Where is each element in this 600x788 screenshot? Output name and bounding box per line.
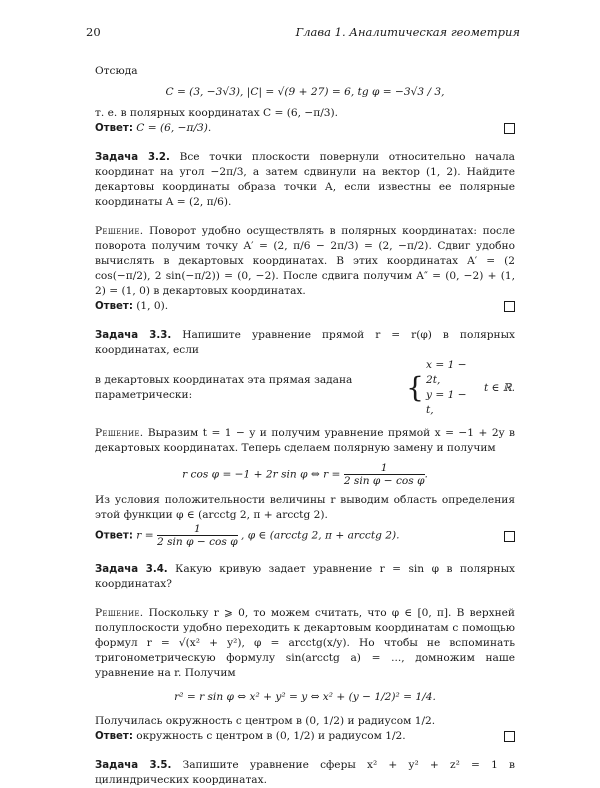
equation-circle: r² = r sin φ ⇔ x² + y² = y ⇔ x² + (y − 1/2)² = 1/4.: [174, 691, 436, 703]
solution-text: Поворот удобно осуществлять в полярных координатах: после поворота получим точку A′ = (2, π/6 − 2π/3) = (2, −π/2). Сдвиг удобно вычислять в декартовых координатах. В этих координатах A′ = (2 cos(−π/2), 2 sin(−π/2)) = (0, −2). После сдвига получим A″ = (0, −2) + (1, 2) = (1, 0) в декартовых координатах.: [95, 225, 515, 297]
domain-text: Из условия положительности величины r выводим область определения этой функции φ ∈ (arcctg 2, π + arcctg 2).: [95, 494, 515, 521]
fraction-numerator: 1: [344, 462, 425, 475]
task-label: Задача 3.3.: [95, 330, 172, 341]
solution-3-4: [95, 606, 515, 681]
parametric-system: [406, 358, 515, 418]
page-content: [95, 64, 515, 788]
fraction: [157, 523, 238, 548]
equation-end: .: [424, 468, 428, 481]
answer-label: Ответ:: [95, 123, 133, 134]
answer-value: (1, 0).: [136, 300, 169, 312]
system-line-1: x = 1 − 2t,: [426, 359, 467, 386]
qed-square-icon: [504, 301, 515, 312]
task-label: Задача 3.5.: [95, 760, 172, 771]
answer-label: Ответ:: [95, 301, 133, 312]
task-text-cont: в декартовых координатах эта прямая задана параметрически:: [95, 374, 353, 401]
intro-text: Отсюда: [95, 65, 138, 77]
task-text: Какую кривую задает уравнение r = sin φ в полярных координатах?: [95, 563, 516, 590]
task-3-3: [95, 328, 515, 358]
task-3-5: [95, 758, 515, 788]
fraction-denominator: 2 sin φ − cos φ: [156, 536, 238, 548]
page-header: [86, 25, 520, 41]
task-3-4: [95, 562, 515, 592]
qed-square-icon: [504, 531, 515, 542]
answer-line: [95, 299, 515, 314]
equation-left: r cos φ = −1 + 2r sin φ ⇔ r =: [182, 468, 341, 481]
answer-line: [95, 729, 515, 744]
fraction-denominator: 2 sin φ − cos φ: [343, 475, 425, 487]
task-text: Напишите уравнение прямой r = r(φ) в полярных координатах, если: [95, 329, 515, 356]
running-title: Глава 1. Аналитическая геометрия: [295, 25, 520, 39]
qed-square-icon: [504, 123, 515, 134]
solution-text: Поскольку r ⩾ 0, то можем считать, что φ ∈ [0, π]. В верхней полуплоскости удобно переходить к декартовым координатам с помощью формул r = √(x² + y²), φ = arcctg(x/y). Но чтобы не вспоминать тригонометрическую формулу sin(arcctg a) = ..., домножим наше уравнение на r. Получим: [95, 607, 515, 679]
solution-3-2: [95, 224, 515, 299]
parametric-line: [95, 358, 515, 418]
solution-label: Решение.: [95, 607, 144, 619]
answer-value: окружность с центром в (0, 1/2) и радиусом 1/2.: [136, 730, 406, 742]
task-label: Задача 3.2.: [95, 152, 170, 163]
answer-value: C = (6, −π/3).: [136, 122, 212, 134]
fraction-numerator: 1: [157, 523, 238, 536]
answer-pre: r =: [136, 529, 154, 542]
answer-line: [95, 121, 515, 136]
fraction: [344, 462, 425, 487]
solution-label: Решение.: [95, 427, 144, 439]
equation-c: C = (3, −3√3), |C| = √(9 + 27) = 6, tg φ = −3√3 / 3,: [165, 86, 445, 98]
solution-3-3: [95, 426, 515, 456]
answer-line: [95, 523, 515, 548]
solution-text: Выразим t = 1 − y и получим уравнение прямой x = −1 + 2y в декартовых координатах. Теперь сделаем полярную замену и получим: [95, 427, 515, 454]
left-brace-icon: {: [406, 371, 424, 404]
system-line-2: y = 1 − t,: [426, 389, 467, 416]
task-label: Задача 3.4.: [95, 564, 168, 575]
answer-label: Ответ:: [95, 530, 133, 542]
result-text: Получилась окружность с центром в (0, 1/2) и радиусом 1/2.: [95, 715, 436, 727]
task-text: Запишите уравнение сферы x² + y² + z² = 1 в цилиндрических координатах.: [95, 759, 516, 786]
polar-result: т. е. в полярных координатах C = (6, −π/3).: [95, 107, 339, 119]
answer-post: , φ ∈ (arcctg 2, π + arcctg 2).: [241, 529, 400, 542]
task-text: Все точки плоскости повернули относительно начала координат на угол −2π/3, а затем сдвинули на вектор (1, 2). Найдите декартовы координаты образа точки A, если известны ее полярные координаты A = (2, π/6).: [95, 151, 515, 208]
solution-label: Решение.: [95, 225, 144, 237]
page-number: 20: [86, 25, 101, 39]
system-domain: t ∈ ℝ.: [483, 381, 515, 394]
equation-polar-line: [95, 462, 515, 487]
answer-label: Ответ:: [95, 731, 133, 742]
task-3-2: [95, 150, 515, 210]
qed-square-icon: [504, 731, 515, 742]
